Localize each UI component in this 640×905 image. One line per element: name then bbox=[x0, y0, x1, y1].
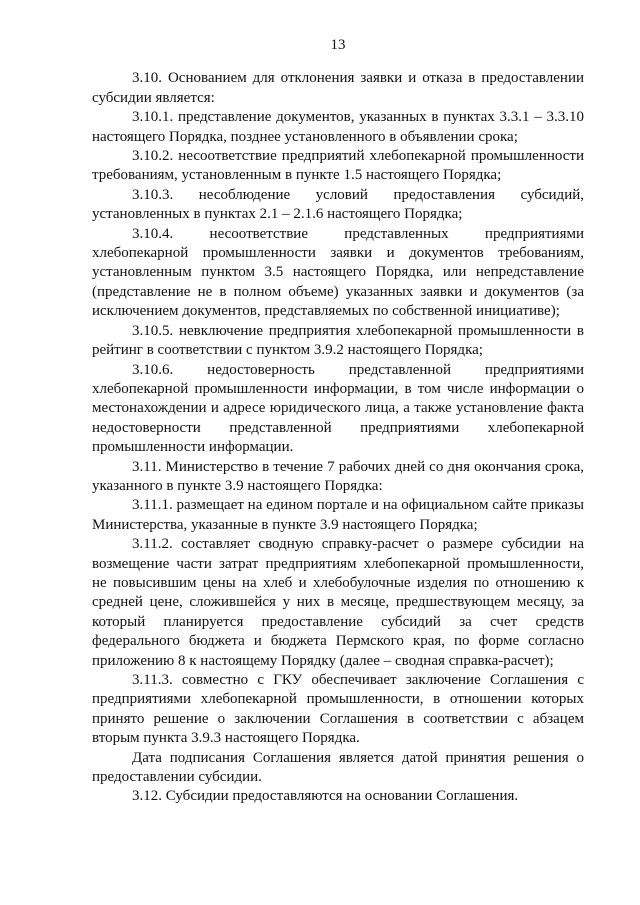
paragraph-3-11-2: 3.11.2. составляет сводную справку-расчет о размере субсидии на возмещение части затрат предприятиям хлебопекарной промышленности, не повысившим цены на хлеб и хлебобулочные изделия по отношению к средней цене, сложившейся у них в месяце, предшествующем месяцу, за который планируется предоставление субсидий за счет средств федерального бюджета и бюджета Пермского края, по форме согласно приложению 8 к настоящему Порядку (далее – сводная справка-расчет); bbox=[92, 536, 584, 669]
document-page bbox=[92, 36, 584, 807]
paragraph-3-11: 3.11. Министерство в течение 7 рабочих дней со дня окончания срока, указанного в пункте 3.9 настоящего Порядка: bbox=[92, 458, 584, 494]
paragraph-signing-date: Дата подписания Соглашения является датой принятия решения о предоставлении субсидии. bbox=[92, 749, 584, 786]
paragraph-3-10-4: 3.10.4. несоответствие представленных предприятиями хлебопекарной промышленности заявки и документов требованиям, установленным пунктом 3.5 настоящего Порядка, или непредставление (представление не в полном объеме) указанных заявки и документов (за исключением документов, представляемых по собственной инициативе); bbox=[92, 225, 584, 320]
paragraph-3-10-2: 3.10.2. несоответствие предприятий хлебопекарной промышленности требованиям, установленным в пункте 1.5 настоящего Порядка; bbox=[92, 148, 584, 184]
paragraph-3-10-3: 3.10.3. несоблюдение условий предоставления субсидий, установленных в пунктах 2.1 – 2.1.6 настоящего Порядка; bbox=[92, 186, 584, 223]
paragraph-3-10: 3.10. Основанием для отклонения заявки и отказа в предоставлении субсидии является: bbox=[92, 70, 584, 106]
paragraph-3-10-1: 3.10.1. представление документов, указанных в пунктах 3.3.1 – 3.3.10 настоящего Порядка, позднее установленного в объявлении срока; bbox=[92, 109, 584, 145]
paragraph-3-11-3: 3.11.3. совместно с ГКУ обеспечивает заключение Соглашения с предприятиями хлебопекарной промышленности, в отношении которых принято решение о заключении Соглашения в соответствии с абзацем вторым пункта 3.9.3 настоящего Порядка. bbox=[92, 672, 584, 747]
paragraph-3-10-6: 3.10.6. недостоверность представленной предприятиями хлебопекарной промышленности информации, в том числе информации о местонахождении и адресе юридического лица, а также установление факта недостоверности представленной предприятиями хлебопекарной промышленности информации. bbox=[92, 361, 584, 456]
paragraph-3-12: 3.12. Субсидии предоставляются на основании Соглашения. bbox=[132, 788, 519, 805]
paragraph-3-10-5: 3.10.5. невключение предприятия хлебопекарной промышленности в рейтинг в соответствии с пунктом 3.9.2 настоящего Порядка; bbox=[92, 322, 584, 359]
page-number: 13 bbox=[330, 37, 346, 53]
paragraph-3-11-1: 3.11.1. размещает на едином портале и на официальном сайте приказы Министерства, указанные в пункте 3.9 настоящего Порядка; bbox=[92, 497, 584, 533]
